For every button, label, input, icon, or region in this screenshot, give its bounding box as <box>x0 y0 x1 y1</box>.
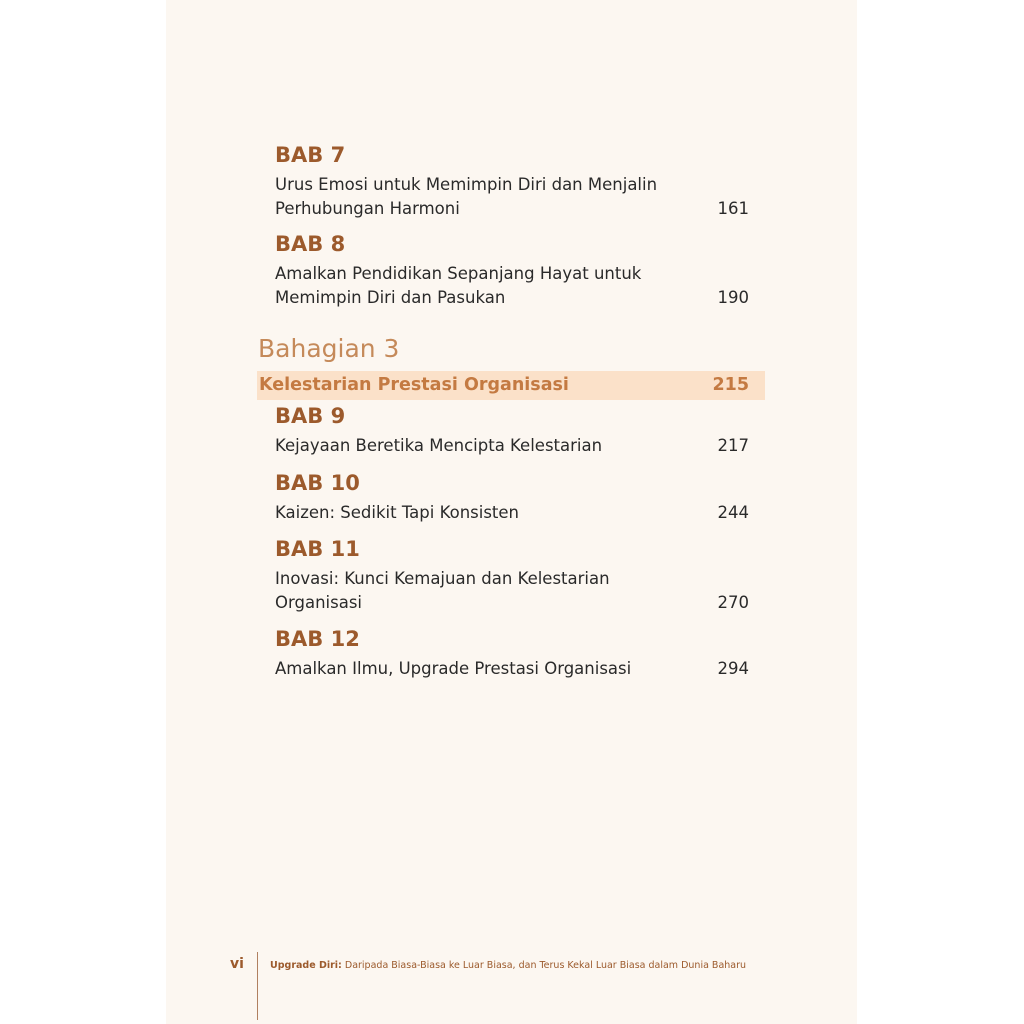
toc-entry[interactable] <box>275 657 755 681</box>
toc-chapter-8 <box>275 231 755 310</box>
toc-chapter-10 <box>275 470 755 525</box>
toc-entry[interactable] <box>275 501 755 525</box>
chapter-title: Kejayaan Beretika Mencipta Kelestarian <box>275 436 603 455</box>
chapter-number: BAB 9 <box>275 404 346 428</box>
part-label: Bahagian 3 <box>258 334 400 363</box>
chapter-page-number: 270 <box>717 593 749 612</box>
toc-entry[interactable] <box>275 262 755 310</box>
toc-chapter-7 <box>275 142 755 221</box>
running-footer-subtitle: Daripada Biasa-Biasa ke Luar Biasa, dan Terus Kekal Luar Biasa dalam Dunia Baharu <box>344 960 747 971</box>
chapter-title: Amalkan Pendidikan Sepanjang Hayat untuk Memimpin Diri dan Pasukan <box>275 264 642 307</box>
toc-chapter-12 <box>275 626 755 681</box>
toc-entry[interactable] <box>275 567 755 615</box>
chapter-page-number: 244 <box>717 503 749 522</box>
toc-chapter-9 <box>275 403 755 458</box>
chapter-number: BAB 11 <box>275 537 360 561</box>
chapter-number: BAB 12 <box>275 627 360 651</box>
chapter-title: Inovasi: Kunci Kemajuan dan Kelestarian Organisasi <box>275 569 610 612</box>
toc-entry[interactable] <box>275 434 755 458</box>
part-title-bar[interactable] <box>257 371 765 400</box>
chapter-page-number: 217 <box>717 436 749 455</box>
chapter-title: Urus Emosi untuk Memimpin Diri dan Menjalin Perhubungan Harmoni <box>275 175 658 218</box>
folio-page-number: vi <box>230 956 244 972</box>
running-footer <box>270 960 850 971</box>
chapter-page-number: 294 <box>717 659 749 678</box>
toc-chapter-11 <box>275 536 755 615</box>
chapter-page-number: 161 <box>717 199 749 218</box>
chapter-page-number: 190 <box>717 288 749 307</box>
chapter-number: BAB 10 <box>275 471 360 495</box>
chapter-number: BAB 7 <box>275 143 346 167</box>
chapter-title: Amalkan Ilmu, Upgrade Prestasi Organisasi <box>275 659 632 678</box>
chapter-title: Kaizen: Sedikit Tapi Konsisten <box>275 503 520 522</box>
chapter-number: BAB 8 <box>275 232 346 256</box>
footer-divider <box>257 952 258 1020</box>
part-title: Kelestarian Prestasi Organisasi <box>259 375 569 395</box>
running-footer-title: Upgrade Diri: <box>270 960 342 971</box>
toc-entry[interactable] <box>275 173 755 221</box>
part-page-number: 215 <box>712 375 749 395</box>
